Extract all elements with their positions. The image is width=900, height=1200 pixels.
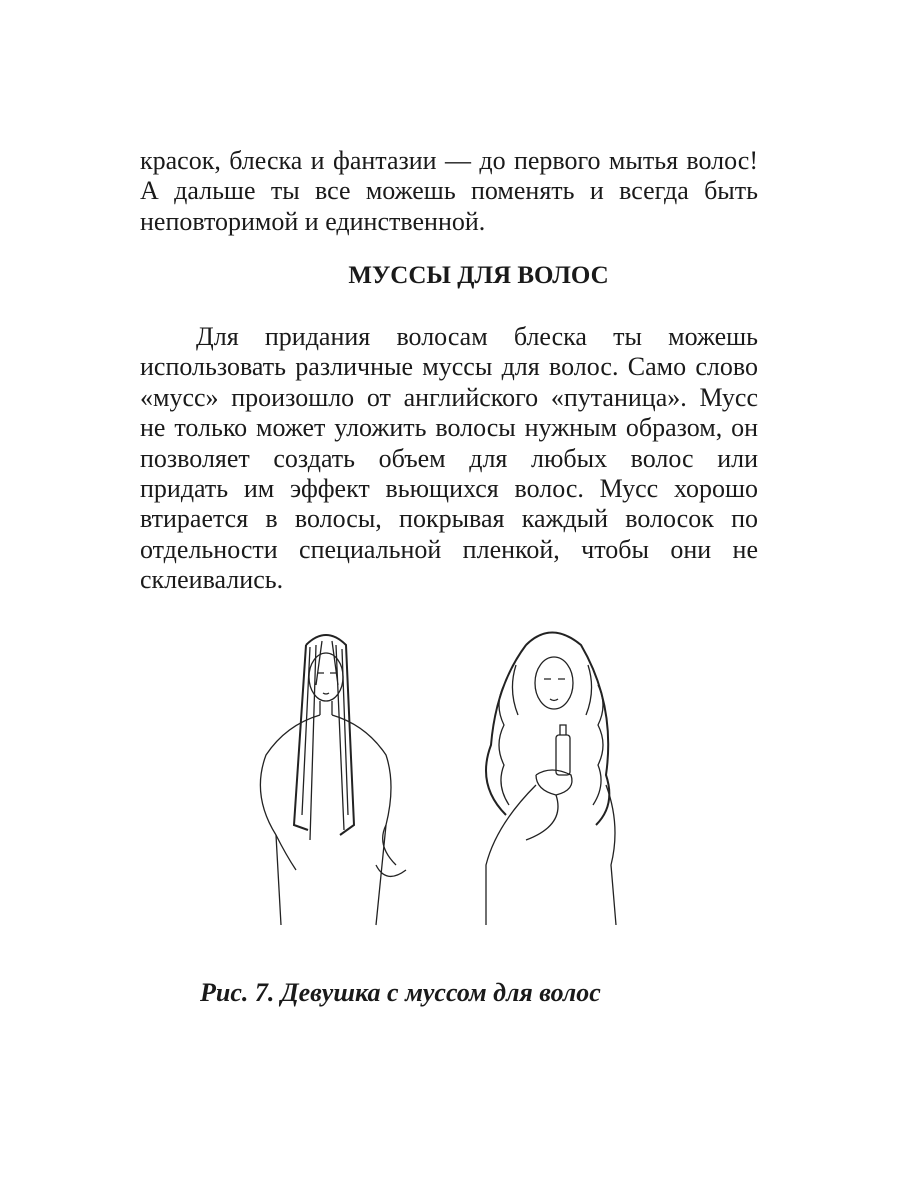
girl-curly-hair-with-mousse-drawing [486, 633, 616, 926]
text-line: позволяет создать объем для любых волос или [140, 443, 758, 473]
text-line: использовать различные муссы для волос. Само слово [140, 352, 758, 382]
text-line: А дальше ты все можешь поменять и всегда быть [140, 176, 758, 206]
figure-caption: Рис. 7. Девушка с муссом для волос [200, 978, 601, 1007]
section-heading: МУССЫ ДЛЯ ВОЛОС [348, 262, 609, 289]
text-line: неповторимой и единственной. [140, 206, 486, 236]
text-line: «мусс» произошло от английского «путаница». Мусс [140, 382, 758, 412]
illustration-two-girls [236, 625, 666, 940]
paragraph-mousse [140, 322, 758, 596]
text-line: втирается в волосы, покрывая каждый волосок по [140, 504, 758, 534]
text-line: придать им эффект вьющихся волос. Мусс хорошо [140, 473, 758, 503]
paragraph-continuation [140, 146, 758, 237]
text-line: красок, блеска и фантазии — до первого мытья волос! [140, 146, 758, 175]
girl-straight-hair-drawing [260, 635, 406, 925]
text-line: отдельности специальной пленкой, чтобы они не [140, 534, 758, 564]
text-line: Для придания волосам блеска ты можешь [196, 322, 758, 351]
text-line: склеивались. [140, 565, 284, 595]
text-line: не только может уложить волосы нужным образом, он [140, 413, 758, 443]
